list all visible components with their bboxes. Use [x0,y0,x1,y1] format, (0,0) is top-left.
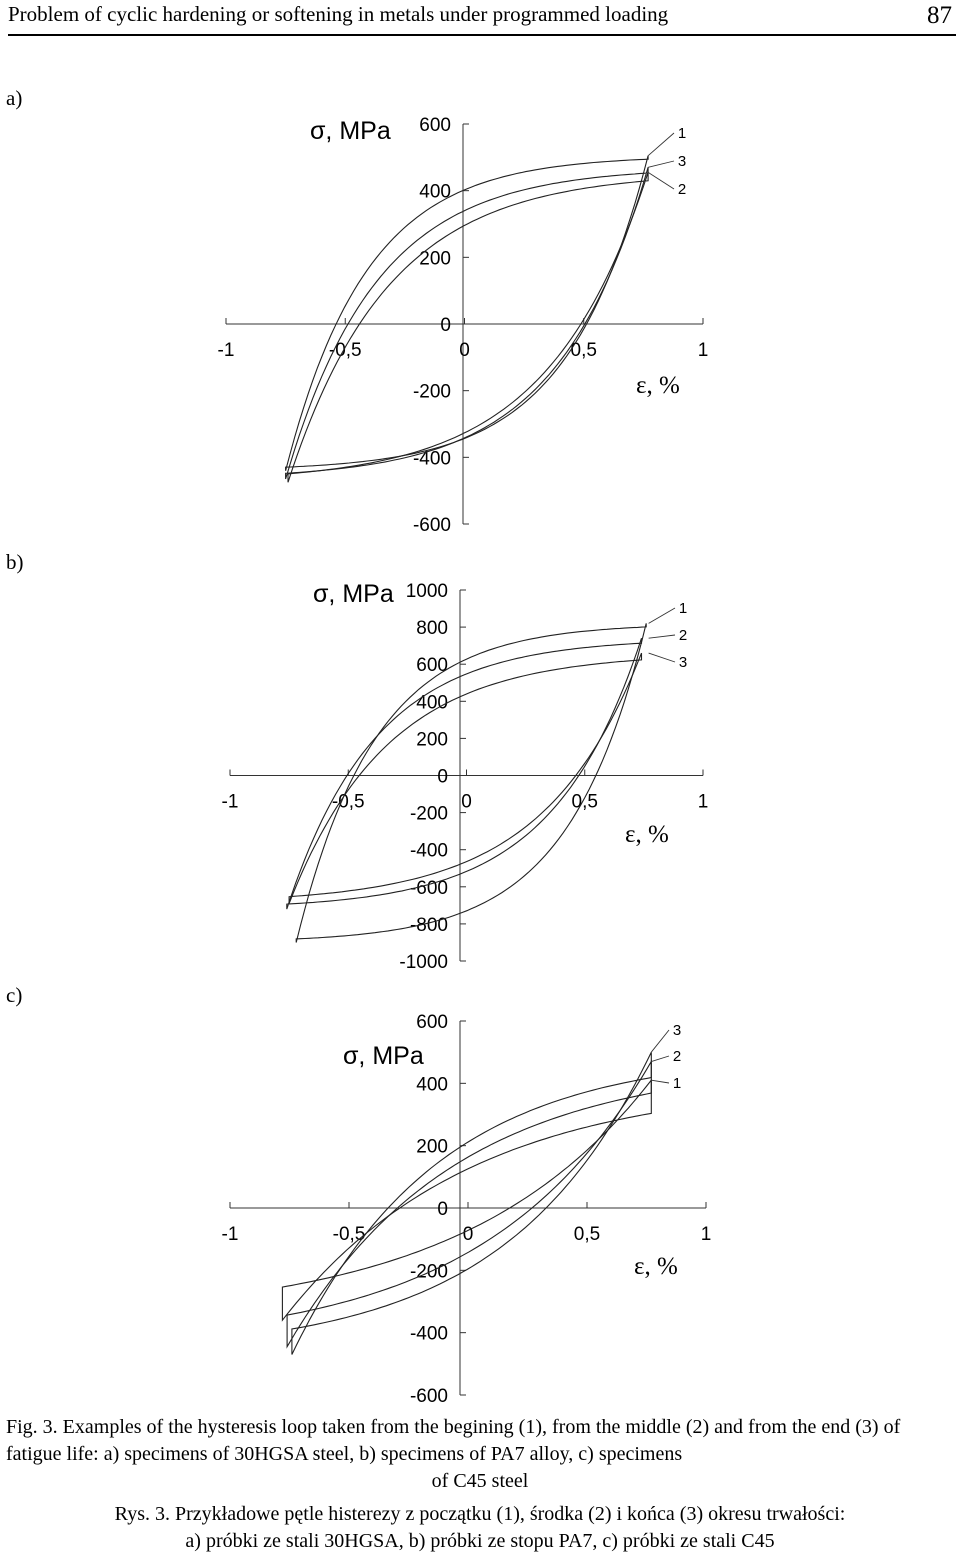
y-tick-label: -200 [409,803,448,825]
loop-leader-line [649,635,675,638]
caption-english-text: Fig. 3. Examples of the hysteresis loop taken from the begining (1), from the middle (2) and from the end (3) of fatigue life: a) specimens of 30HGSA steel, b) specimens of PA7 alloy, c) specimens [6,1416,901,1465]
y-tick-label: 200 [416,729,448,751]
y-tick-label: 400 [416,692,448,714]
panel-letter-b: b) [6,550,24,574]
x-tick-label: -1 [221,1224,239,1245]
y-tick-label: 800 [416,618,448,640]
y-tick-label: -800 [409,914,448,936]
loop-label: 1 [677,125,687,142]
x-tick-label: 0 [462,1224,474,1245]
y-tick-label: -400 [409,1323,448,1345]
hysteresis-loop-1 [286,156,648,471]
x-axis-title: ε, % [636,372,680,399]
y-tick-label: -1000 [399,952,448,973]
loop-leader-line [649,653,675,662]
y-tick-label: 0 [440,315,451,336]
y-tick-label: 600 [416,655,448,677]
x-tick-label: -0,5 [328,340,362,361]
y-tick-label: -200 [412,381,451,403]
hysteresis-loop-2 [287,1062,651,1347]
loop-leader-line [651,1080,669,1083]
x-tick-label: 0,5 [573,1224,601,1245]
x-tick-label: 0,5 [570,340,597,361]
hysteresis-loop-3 [289,653,641,903]
x-tick-label: 0 [461,791,472,813]
y-tick-label: -400 [412,448,451,470]
hysteresis-loop-2 [287,638,642,909]
y-axis-title: σ, MPa [343,1042,424,1070]
loop-label: 2 [677,181,687,198]
panel-letter-a: a) [6,86,23,110]
y-tick-label: -400 [409,840,448,862]
loop-label: 3 [672,1022,682,1039]
hysteresis-loop-1 [282,1080,651,1320]
y-tick-label: 200 [419,248,451,270]
loop-leader-line [648,172,674,189]
x-tick-label: -0,5 [331,791,365,813]
loop-leader-line [648,133,674,156]
loop-leader-line [651,1056,669,1062]
x-tick-label: 1 [700,1224,712,1245]
y-tick-label: 400 [419,181,451,203]
loop-leader-line [648,161,674,167]
loop-label: 3 [677,153,687,170]
loop-label: 2 [678,627,688,644]
caption-english [6,1414,954,1495]
y-tick-label: 0 [437,1199,448,1220]
y-tick-label: 1000 [405,581,448,602]
y-tick-label: -600 [409,877,448,899]
loop-label: 3 [678,654,688,671]
y-tick-label: 600 [419,115,451,136]
hysteresis-loop-1 [296,623,646,942]
y-axis-title: σ, MPa [313,580,394,608]
x-tick-label: 0,5 [571,791,598,813]
x-axis-title: ε, % [625,821,669,848]
caption-polish-line-1: Rys. 3. Przykładowe pętle histerezy z początku (1), środka (2) i końca (3) okresu trwałości: [114,1503,846,1525]
x-axis-title: ε, % [634,1253,678,1280]
x-tick-label: -1 [221,791,239,813]
loop-label: 1 [672,1075,682,1092]
y-axis-title: σ, MPa [310,117,391,145]
x-tick-label: 0 [459,340,470,361]
loop-label: 1 [678,600,688,617]
caption-polish-line-2: a) próbki ze stali 30HGSA, b) próbki ze stopu PA7, c) próbki ze stali C45 [185,1530,775,1552]
running-title: Problem of cyclic hardening or softening in metals under programmed loading [8,2,669,26]
panel-letter-c: c) [6,983,23,1007]
caption-polish [6,1501,954,1555]
page-number: 87 [927,2,952,29]
y-tick-label: 600 [416,1012,448,1033]
y-tick-label: -600 [409,1386,448,1407]
x-tick-label: 1 [697,340,709,361]
y-tick-label: 400 [416,1074,448,1096]
y-tick-label: -600 [412,515,451,536]
x-tick-label: 1 [697,791,709,813]
loop-label: 2 [672,1048,682,1065]
y-tick-label: -200 [409,1261,448,1283]
loop-leader-line [649,608,675,623]
loop-leader-line [651,1030,669,1052]
caption-english-tail: of C45 steel [431,1470,529,1492]
y-tick-label: 200 [416,1136,448,1158]
x-tick-label: -0,5 [332,1224,366,1245]
y-tick-label: 0 [437,766,448,788]
x-tick-label: -1 [217,340,235,361]
hysteresis-loop-3 [292,1052,651,1354]
